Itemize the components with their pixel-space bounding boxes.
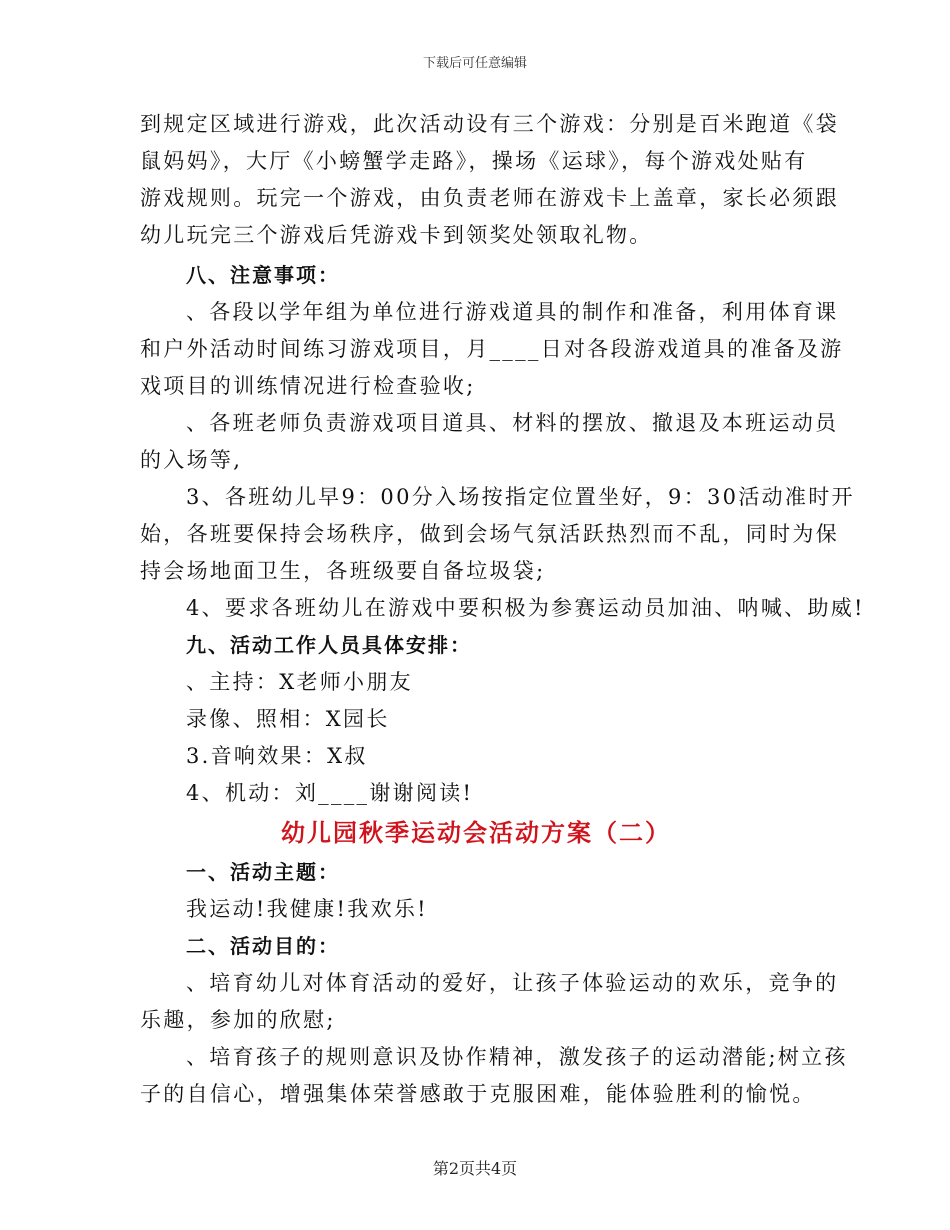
staff-item: 录像、照相：X园长 (186, 707, 390, 731)
theme-text: 我运动!我健康!我欢乐! (186, 897, 428, 921)
paragraph-line: 、各班老师负责游戏项目道具、材料的摆放、撤退及本班运动员 (186, 411, 839, 435)
paragraph-line: 4、要求各班幼儿在游戏中要积极为参赛运动员加油、呐喊、助威! (186, 596, 865, 620)
staff-item: 、主持：X老师小朋友 (186, 670, 413, 694)
page-footer: 第2页共4页 (432, 1159, 518, 1178)
section-heading-1: 一、活动主题： (186, 860, 340, 884)
paragraph-line: 始，各班要保持会场秩序，做到会场气氛活跃热烈而不乱，同时为保 (140, 522, 839, 546)
document-title: 幼儿园秋季运动会活动方案（二） (281, 819, 671, 847)
paragraph-line: 到规定区域进行游戏，此次活动设有三个游戏：分别是百米跑道《袋 (140, 112, 839, 136)
staff-item: 3.音响效果：X叔 (186, 744, 368, 768)
paragraph-line: 、培育幼儿对体育活动的爱好，让孩子体验运动的欢乐，竞争的 (186, 971, 839, 995)
paragraph-line: 子的自信心，增强集体荣誉感敢于克服困难，能体验胜利的愉悦。 (140, 1082, 816, 1106)
paragraph-line: 3、各班幼儿早9：00分入场按指定位置坐好，9：30活动准时开 (186, 485, 855, 509)
paragraph-line: 和户外活动时间练习游戏项目，月____日对各段游戏道具的准备及游 (140, 337, 844, 361)
paragraph-line: 鼠妈妈》，大厅《小螃蟹学走路》，操场《运球》，每个游戏处贴有 (140, 149, 808, 173)
paragraph-line: 、培育孩子的规则意识及协作精神，激发孩子的运动潜能;树立孩 (186, 1045, 848, 1069)
section-heading-9: 九、活动工作人员具体安排： (186, 633, 472, 657)
paragraph-line: 幼儿玩完三个游戏后凭游戏卡到领奖处领取礼物。 (140, 223, 653, 247)
staff-item: 4、机动：刘____谢谢阅读! (186, 781, 474, 805)
paragraph-line: 持会场地面卫生，各班级要自备垃圾袋; (140, 559, 546, 583)
paragraph-line: 乐趣，参加的欣慰; (140, 1008, 336, 1032)
page-header: 下载后可任意编辑 (422, 56, 527, 71)
paragraph-line: 的入场等, (140, 448, 243, 472)
document-body (140, 106, 865, 1113)
section-heading-2: 二、活动目的： (186, 934, 340, 958)
paragraph-line: 游戏规则。玩完一个游戏，由负责老师在游戏卡上盖章，家长必须跟 (140, 186, 839, 210)
paragraph-line: 、各段以学年组为单位进行游戏道具的制作和准备，利用体育课 (186, 300, 839, 324)
paragraph-line: 戏项目的训练情况进行检查验收; (140, 374, 476, 398)
section-heading-8: 八、注意事项： (186, 263, 340, 287)
